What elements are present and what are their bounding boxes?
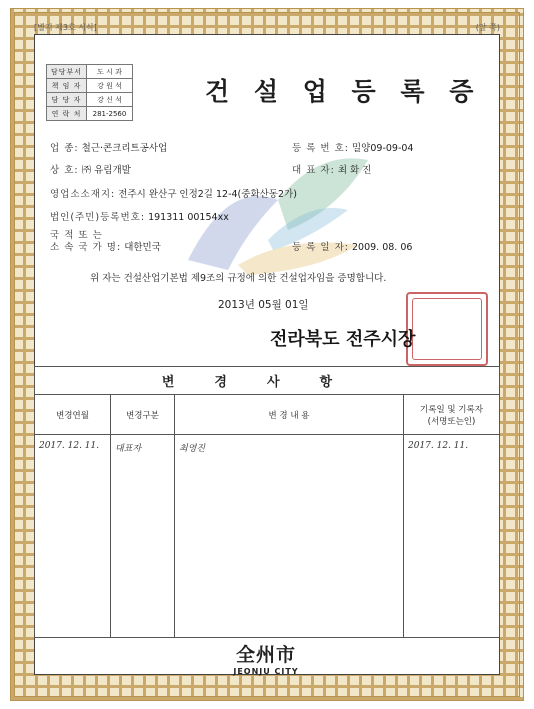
industry-label: 업 종: — [50, 143, 79, 154]
approval-value: 도 시 과 — [87, 65, 133, 79]
industry-row — [50, 140, 167, 154]
changes-table — [34, 366, 500, 638]
ceo-row — [292, 162, 371, 176]
col-change-content: 변 경 내 용 — [175, 395, 404, 435]
issuer-name: 전라북도 전주시장 — [270, 329, 416, 350]
ceo-label: 대 표 자: — [292, 165, 335, 176]
approval-key: 담당부서 — [47, 65, 87, 79]
nationality-label-line2: 소 속 국 가 명: — [50, 242, 122, 253]
approval-table — [46, 64, 133, 121]
col-change-date: 변경연월 — [35, 395, 111, 435]
change-content-cell: 최영진 — [175, 435, 404, 638]
approval-value: 281-2560 — [87, 107, 133, 121]
page-side: (앞 쪽) — [475, 23, 500, 32]
ceo-value: 최 화 진 — [337, 165, 372, 176]
nationality-row — [50, 230, 161, 254]
company-row — [50, 162, 131, 176]
document-title: 건 설 업 등 록 증 — [205, 77, 482, 106]
registration-number-row — [292, 140, 413, 154]
registration-date-row — [292, 239, 412, 253]
form-number: [별지 제3호 서식] — [34, 23, 97, 32]
registration-date-value: 2009. 08. 06 — [352, 242, 413, 253]
record-cell: 2017. 12. 11. — [404, 435, 500, 638]
change-date-cell: 2017. 12. 11. — [35, 435, 111, 638]
col-record-line1: 기록일 및 기록자 — [420, 404, 483, 415]
logo-english: JEONJU CITY — [233, 667, 299, 676]
registration-number-value: 밀양09-09-04 — [352, 143, 414, 154]
company-label: 상 호: — [50, 165, 79, 176]
corp-number-row — [50, 209, 229, 223]
form-header — [34, 22, 500, 33]
logo-hanja: 全州市 — [235, 644, 296, 666]
col-record — [404, 395, 500, 435]
changes-heading: 변경사항 — [35, 367, 500, 395]
approval-key: 담 당 자 — [47, 93, 87, 107]
address-label: 영업소소재지: — [50, 189, 116, 200]
certification-statement: 위 자는 건설산업기본법 제9조의 규정에 의한 건설업자임을 증명합니다. — [90, 273, 387, 284]
company-value: ㈜ 유림개발 — [81, 165, 131, 176]
corp-number-label: 법인(주민)등록번호: — [50, 212, 146, 223]
col-record-line2: (서명또는인) — [427, 416, 476, 427]
industry-value: 철근·콘크리트공사업 — [81, 143, 168, 154]
col-change-type: 변경구분 — [111, 395, 175, 435]
approval-value: 강 신 석 — [87, 93, 133, 107]
address-row — [50, 186, 297, 200]
nationality-value: 대한민국 — [124, 242, 161, 253]
registration-number-label: 등 록 번 호: — [292, 143, 349, 154]
corp-number-value: 191311 00154xx — [148, 212, 229, 223]
issue-date: 2013년 05월 01일 — [218, 299, 309, 311]
approval-value: 강 원 석 — [87, 79, 133, 93]
change-type-cell: 대표자 — [111, 435, 175, 638]
approval-key: 연 락 처 — [47, 107, 87, 121]
nationality-label-line1: 국 적 또 는 — [50, 230, 103, 241]
address-value: 전주시 완산구 인정2길 12-4(중화산동2가) — [118, 189, 297, 200]
approval-key: 책 임 자 — [47, 79, 87, 93]
jeonju-city-logo — [226, 640, 306, 676]
registration-date-label: 등 록 일 자: — [292, 242, 349, 253]
official-seal — [406, 292, 488, 366]
